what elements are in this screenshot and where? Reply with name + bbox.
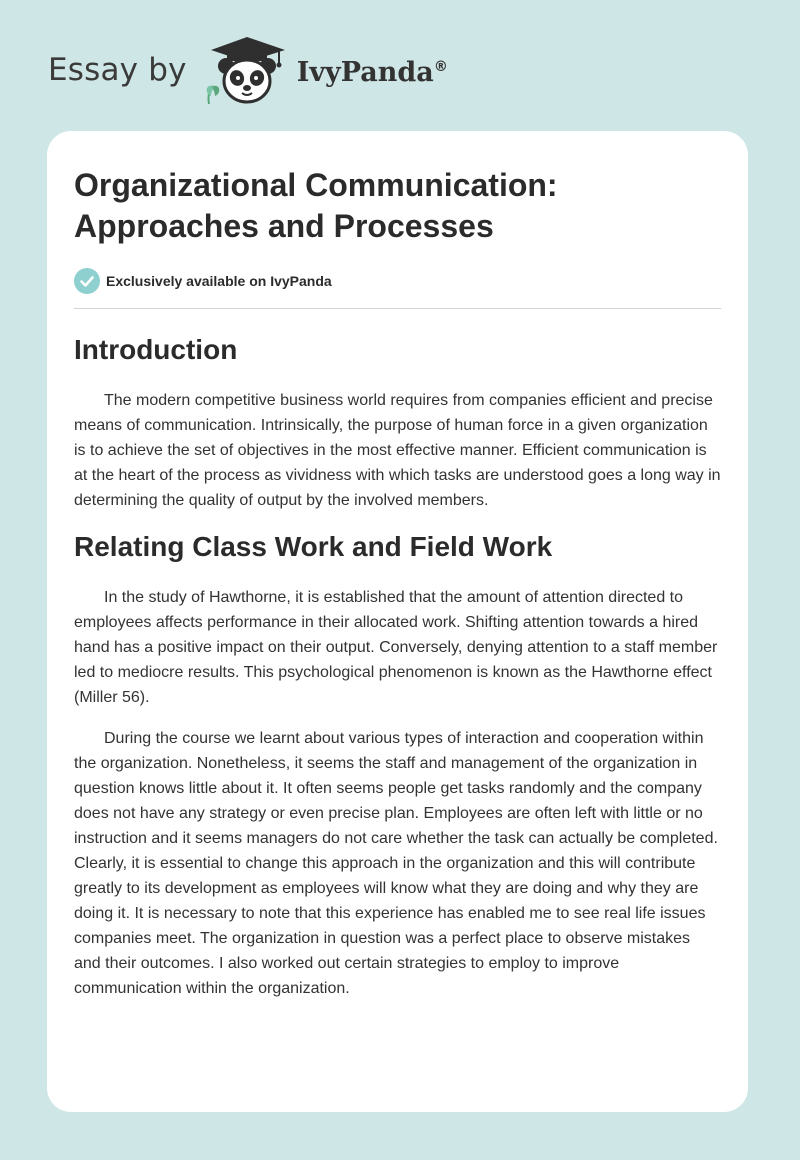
paragraph: During the course we learnt about various types of interaction and cooperation within the organization. Nonetheless, it seems the staff and management of the organization in question knows little about it. It often seems people get tasks randomly and the company does not have any strategy or even precise plan. Employees are often left with little or no instruction and it seems managers do not care whether the task can actually be completed. Clearly, it is essential to change this approach in the organization and this will contribute greatly to its development as employees will know what they are doing and why they are doing it. It is necessary to note that this experience has enabled me to see real life issues companies meet. The organization in question was a perfect place to observe mistakes and their outcomes. I also worked out certain strategies to employ to improve communication within the organization. [74, 730, 718, 997]
exclusive-badge [74, 267, 721, 295]
brand-name-text: IvyPanda [296, 56, 434, 88]
section-heading: Relating Class Work and Field Work [74, 531, 553, 562]
section-relating-class-work [74, 530, 721, 1001]
section-heading: Introduction [74, 334, 238, 365]
paragraph: The modern competitive business world requires from companies efficient and precise means of communication. Intrinsically, the purpose of human force in a given organization is to achieve the set of objectives in the most effective manner. Efficient communication is at the heart of the process as vividness with which tasks are understood goes a long way in determining the quality of output by the involved members. [74, 392, 721, 509]
exclusive-label: Exclusively available on IvyPanda [106, 273, 332, 289]
brand-name [297, 57, 448, 88]
brand-header[interactable] [48, 34, 448, 106]
registered-mark: ® [433, 58, 448, 75]
paragraph: In the study of Hawthorne, it is established that the amount of attention directed to employees affects performance in their allocated work. Shifting attention towards a hired hand has a positive impact on their output. Conversely, denying attention to a staff member led to mediocre results. This psychological phenomenon is known as the Hawthorne effect (Miller 56). [74, 589, 718, 706]
page-title: Organizational Communication: Approaches and Processes [74, 167, 558, 244]
check-circle-icon [74, 268, 100, 294]
panda-graduation-cap-icon [199, 34, 295, 106]
title-divider [74, 308, 721, 309]
section-introduction [74, 333, 721, 513]
brand-prefix: Essay by [48, 52, 187, 88]
essay-card [47, 131, 748, 1112]
